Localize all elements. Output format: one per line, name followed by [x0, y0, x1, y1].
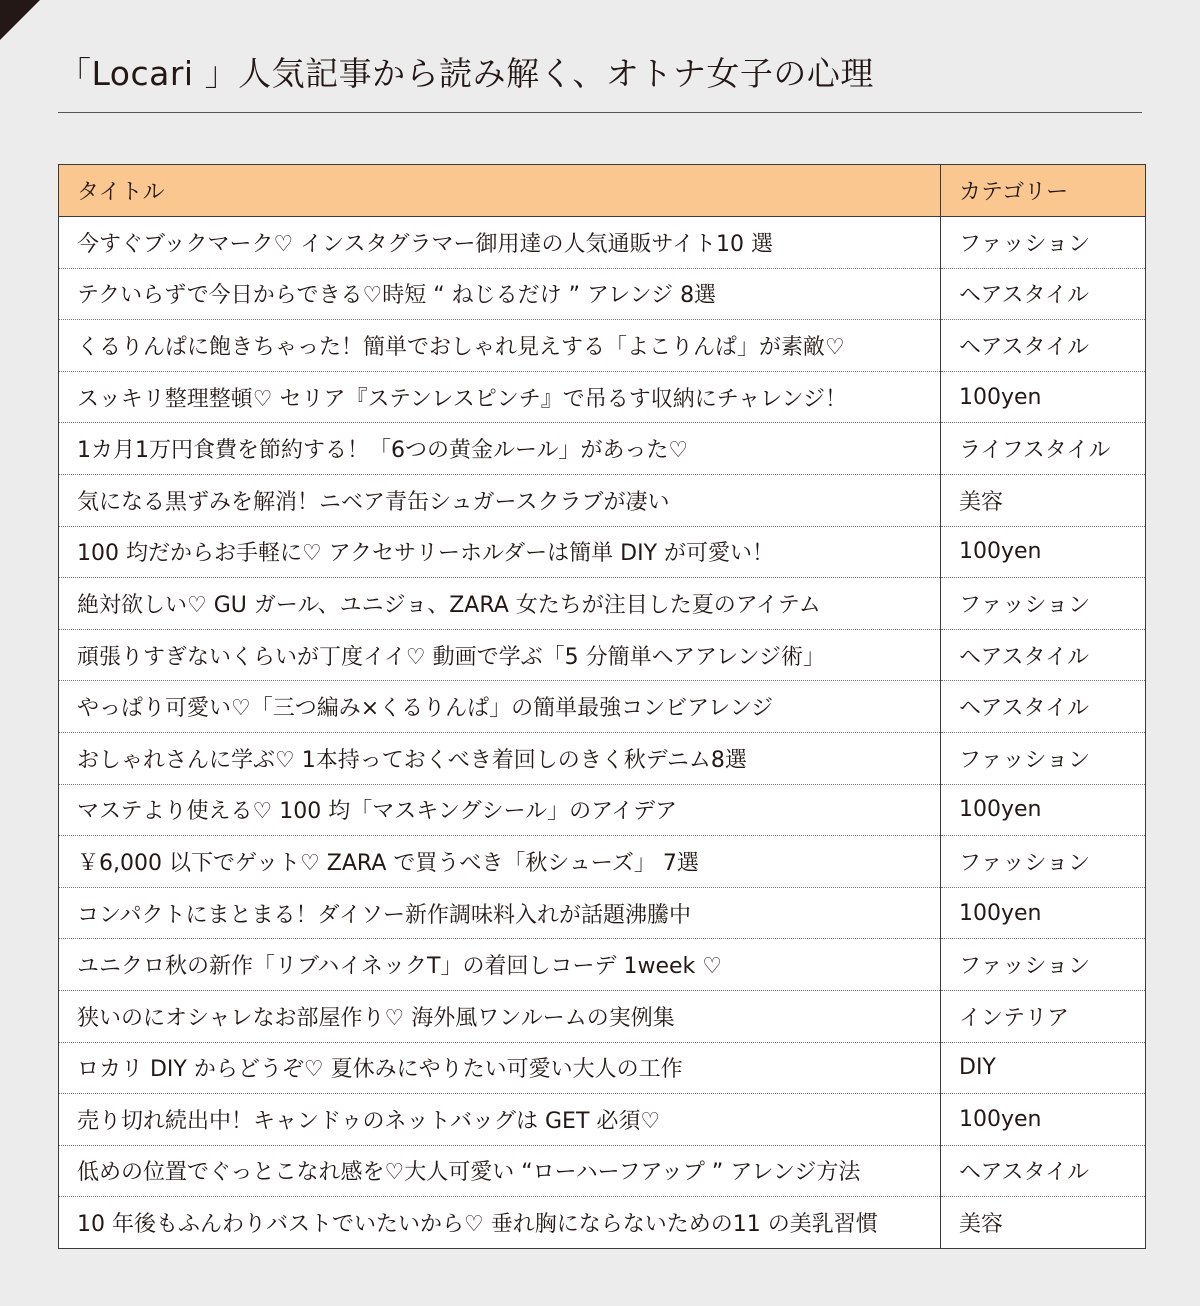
category-cell: ヘアスタイル — [941, 629, 1146, 681]
article-title-cell: マステより使える♡ 100 均「マスキングシール」のアイデア — [59, 784, 941, 836]
table-row — [59, 681, 1146, 733]
category-cell: ライフスタイル — [941, 423, 1146, 475]
table-row — [59, 784, 1146, 836]
table-row — [59, 990, 1146, 1042]
table-row — [59, 1197, 1146, 1249]
article-title-cell: 狭いのにオシャレなお部屋作り♡ 海外風ワンルームの実例集 — [59, 990, 941, 1042]
article-title-cell: 低めの位置でぐっとこなれ感を♡大人可愛い “ローハーフアップ ” アレンジ方法 — [59, 1145, 941, 1197]
category-cell: ファッション — [941, 732, 1146, 784]
category-cell: 100yen — [941, 526, 1146, 578]
table-row — [59, 939, 1146, 991]
column-header-title: タイトル — [59, 165, 941, 217]
articles-table — [58, 164, 1146, 1249]
category-cell: 美容 — [941, 1197, 1146, 1249]
article-title-cell: コンパクトにまとまる！ダイソー新作調味料入れが話題沸騰中 — [59, 887, 941, 939]
article-title-cell: ￥6,000 以下でゲット♡ ZARA で買うべき「秋シューズ」 7選 — [59, 836, 941, 888]
column-header-category: カテゴリー — [941, 165, 1146, 217]
category-cell: 美容 — [941, 474, 1146, 526]
article-title-cell: 今すぐブックマーク♡ インスタグラマー御用達の人気通販サイト10 選 — [77, 231, 773, 257]
header-row — [59, 165, 1146, 217]
title-divider — [58, 112, 1142, 113]
table-row — [59, 526, 1146, 578]
table-header — [59, 165, 1146, 217]
table-row — [59, 268, 1146, 320]
category-cell: ヘアスタイル — [941, 268, 1146, 320]
table-row — [59, 320, 1146, 372]
category-cell: ヘアスタイル — [941, 681, 1146, 733]
category-cell: ヘアスタイル — [941, 320, 1146, 372]
article-title-cell: やっぱり可愛い♡「三つ編み×くるりんぱ」の簡単最強コンビアレンジ — [59, 681, 941, 733]
category-cell: 100yen — [941, 784, 1146, 836]
table-row — [59, 474, 1146, 526]
table-body — [59, 217, 1146, 1249]
table-row — [59, 887, 1146, 939]
table-row — [59, 371, 1146, 423]
article-title-cell: 頑張りすぎないくらいが丁度イイ♡ 動画で学ぶ「5 分簡単ヘアアレンジ術」 — [59, 629, 941, 681]
category-cell: ヘアスタイル — [941, 1145, 1146, 1197]
table-row — [59, 732, 1146, 784]
article-title-cell: 売り切れ続出中！キャンドゥのネットバッグは GET 必須♡ — [59, 1094, 941, 1146]
article-title-cell: テクいらずで今日からできる♡時短 “ ねじるだけ ” アレンジ 8選 — [59, 268, 941, 320]
category-cell: 100yen — [941, 887, 1146, 939]
category-cell: ファッション — [941, 836, 1146, 888]
table-row — [59, 629, 1146, 681]
article-title-cell: おしゃれさんに学ぶ♡ 1本持っておくべき着回しのきく秋デニム8選 — [59, 732, 941, 784]
article-title-cell: 10 年後もふんわりバストでいたいから♡ 垂れ胸にならないための11 の美乳習慣 — [59, 1197, 941, 1249]
article-title-cell: くるりんぱに飽きちゃった！簡単でおしゃれ見えする「よこりんぱ」が素敵♡ — [59, 320, 941, 372]
category-cell: ファッション — [941, 578, 1146, 630]
corner-decoration — [0, 0, 40, 40]
article-title-cell: ロカリ DIY からどうぞ♡ 夏休みにやりたい可愛い大人の工作 — [59, 1042, 941, 1094]
category-cell: DIY — [941, 1042, 1146, 1094]
article-title-cell: 絶対欲しい♡ GU ガール、ユニジョ、ZARA 女たちが注目した夏のアイテム — [59, 578, 941, 630]
table-row — [59, 578, 1146, 630]
page-title: 「Locari 」人気記事から読み解く、オトナ女子の心理 — [58, 54, 874, 93]
article-title-cell: 気になる黒ずみを解消！ニベア青缶シュガースクラブが凄い — [59, 474, 941, 526]
article-title-cell: 1カ月1万円食費を節約する！「6つの黄金ルール」があった♡ — [59, 423, 941, 475]
category-cell: インテリア — [941, 990, 1146, 1042]
category-cell: ファッション — [941, 939, 1146, 991]
table-row — [59, 423, 1146, 475]
table-row — [59, 1094, 1146, 1146]
article-title-cell: ユニクロ秋の新作「リブハイネックT」の着回しコーデ 1week ♡ — [59, 939, 941, 991]
table-row — [59, 217, 1146, 269]
article-title-cell: スッキリ整理整頓♡ セリア『ステンレスピンチ』で吊るす収納にチャレンジ！ — [59, 371, 941, 423]
table-row — [59, 836, 1146, 888]
category-cell: 100yen — [941, 371, 1146, 423]
article-title-cell: 100 均だからお手軽に♡ アクセサリーホルダーは簡単 DIY が可愛い！ — [59, 526, 941, 578]
table-row — [59, 1042, 1146, 1094]
category-cell: 100yen — [941, 1094, 1146, 1146]
category-cell: ファッション — [941, 217, 1146, 269]
table-row — [59, 1145, 1146, 1197]
